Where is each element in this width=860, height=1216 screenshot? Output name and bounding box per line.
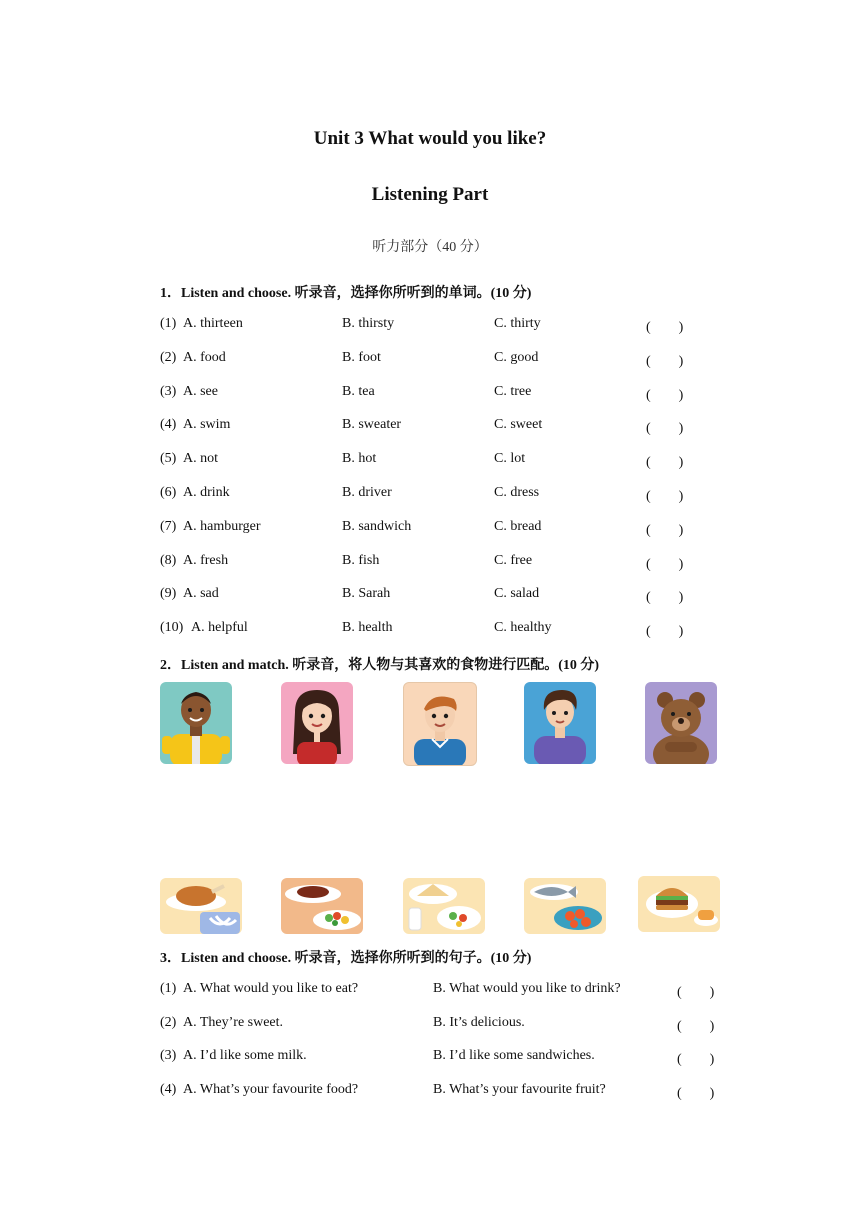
part-title: Listening Part bbox=[371, 184, 489, 205]
option-a: A. What would you like to eat? bbox=[183, 981, 359, 996]
option-a: A. drink bbox=[183, 485, 230, 500]
answer-bracket[interactable]: ( ) bbox=[646, 353, 684, 369]
option-a: A. helpful bbox=[191, 620, 248, 636]
answer-bracket[interactable]: ( ) bbox=[646, 320, 684, 335]
question-row bbox=[160, 384, 720, 404]
answer-bracket[interactable]: ( ) bbox=[677, 1052, 715, 1068]
sentence-row bbox=[160, 1082, 720, 1102]
answer-bracket[interactable]: ( ) bbox=[646, 489, 684, 504]
answer-bracket[interactable]: ( ) bbox=[677, 985, 715, 1000]
sentence-row bbox=[160, 1048, 720, 1068]
option-a: A. sad bbox=[183, 586, 219, 602]
option-b: B. fish bbox=[342, 552, 380, 568]
option-b: B. Sarah bbox=[342, 586, 391, 602]
question-number: (1) bbox=[160, 981, 177, 996]
option-a: A. thirteen bbox=[183, 316, 243, 331]
answer-bracket[interactable]: ( ) bbox=[646, 624, 684, 640]
option-c: C. tree bbox=[494, 383, 532, 399]
option-b: B. thirsty bbox=[342, 316, 395, 331]
option-c: C. salad bbox=[494, 586, 540, 602]
option-a: A. They’re sweet. bbox=[183, 1014, 284, 1030]
question-row bbox=[160, 451, 720, 471]
option-b: B. hot bbox=[342, 451, 377, 467]
section1-heading: 1．Listen and choose. 听录音，选择你所听到的单词。(10 分) bbox=[160, 286, 532, 301]
boy-purple-hoodie-icon bbox=[524, 682, 596, 764]
question-number: (2) bbox=[160, 349, 177, 365]
option-c: C. bread bbox=[494, 518, 542, 534]
option-c: C. lot bbox=[494, 451, 526, 467]
section3-heading: 3．Listen and choose. 听录音，选择你所听到的句子。(10 分) bbox=[160, 951, 532, 966]
option-b: B. I’d like some sandwiches. bbox=[433, 1048, 595, 1064]
sentence-row bbox=[160, 1015, 720, 1035]
answer-bracket[interactable]: ( ) bbox=[677, 1018, 715, 1034]
option-a: A. hamburger bbox=[183, 518, 261, 534]
boy-blue-shirt-icon bbox=[403, 682, 477, 766]
score-subtitle: 听力部分（40 分） bbox=[372, 240, 488, 255]
answer-bracket[interactable]: ( ) bbox=[646, 455, 684, 471]
option-b: B. What’s your favourite fruit? bbox=[433, 1081, 606, 1097]
option-b: B. What would you like to drink? bbox=[433, 981, 621, 996]
question-number: (10) bbox=[160, 620, 184, 636]
question-number: (5) bbox=[160, 451, 177, 467]
steak-salad-icon bbox=[281, 878, 363, 934]
answer-bracket[interactable]: ( ) bbox=[646, 387, 684, 403]
question-row bbox=[160, 316, 720, 336]
answer-bracket[interactable]: ( ) bbox=[646, 590, 684, 606]
option-a: A. see bbox=[183, 383, 218, 399]
boy-yellow-jacket-icon bbox=[160, 682, 232, 764]
answer-bracket[interactable]: ( ) bbox=[646, 556, 684, 572]
option-a: A. food bbox=[183, 349, 226, 365]
option-a: A. not bbox=[183, 451, 218, 467]
question-row bbox=[160, 350, 720, 370]
sentence-row bbox=[160, 981, 720, 1001]
option-b: B. driver bbox=[342, 485, 392, 500]
question-number: (4) bbox=[160, 1081, 177, 1097]
option-c: C. good bbox=[494, 349, 539, 365]
question-row bbox=[160, 553, 720, 573]
question-number: (9) bbox=[160, 586, 177, 602]
option-a: A. What’s your favourite food? bbox=[183, 1081, 359, 1097]
option-a: A. swim bbox=[183, 417, 231, 433]
fish-tomato-icon bbox=[524, 878, 606, 934]
question-number: (1) bbox=[160, 316, 177, 331]
answer-bracket[interactable]: ( ) bbox=[646, 522, 684, 538]
option-c: C. healthy bbox=[494, 620, 552, 636]
question-row bbox=[160, 586, 720, 606]
girl-pink-icon bbox=[281, 682, 353, 764]
option-b: B. foot bbox=[342, 349, 381, 365]
question-row bbox=[160, 417, 720, 437]
option-b: B. It’s delicious. bbox=[433, 1014, 525, 1030]
question-number: (7) bbox=[160, 518, 177, 534]
sandwich-milk-icon bbox=[403, 878, 485, 934]
answer-bracket[interactable]: ( ) bbox=[677, 1085, 715, 1101]
answer-bracket[interactable]: ( ) bbox=[646, 421, 684, 437]
page-title: Unit 3 What would you like? bbox=[313, 128, 547, 149]
option-b: B. sweater bbox=[342, 417, 402, 433]
bear-icon bbox=[645, 682, 717, 764]
question-number: (8) bbox=[160, 552, 177, 568]
question-number: (3) bbox=[160, 1048, 177, 1064]
question-row bbox=[160, 485, 720, 505]
hamburger-tea-icon bbox=[638, 876, 720, 932]
roast-chicken-icon bbox=[160, 878, 242, 934]
option-b: B. health bbox=[342, 620, 393, 636]
question-number: (6) bbox=[160, 485, 177, 500]
question-row bbox=[160, 620, 720, 640]
question-number: (3) bbox=[160, 383, 177, 399]
option-a: A. fresh bbox=[183, 552, 229, 568]
option-a: A. I’d like some milk. bbox=[183, 1048, 307, 1064]
option-c: C. dress bbox=[494, 485, 540, 500]
option-b: B. sandwich bbox=[342, 518, 412, 534]
option-c: C. thirty bbox=[494, 316, 541, 331]
question-number: (4) bbox=[160, 417, 177, 433]
question-number: (2) bbox=[160, 1014, 177, 1030]
section2-heading: 2．Listen and match. 听录音，将人物与其喜欢的食物进行匹配。(10 分) bbox=[160, 658, 600, 673]
question-row bbox=[160, 519, 720, 539]
option-b: B. tea bbox=[342, 383, 375, 399]
option-c: C. free bbox=[494, 552, 533, 568]
option-c: C. sweet bbox=[494, 417, 543, 433]
